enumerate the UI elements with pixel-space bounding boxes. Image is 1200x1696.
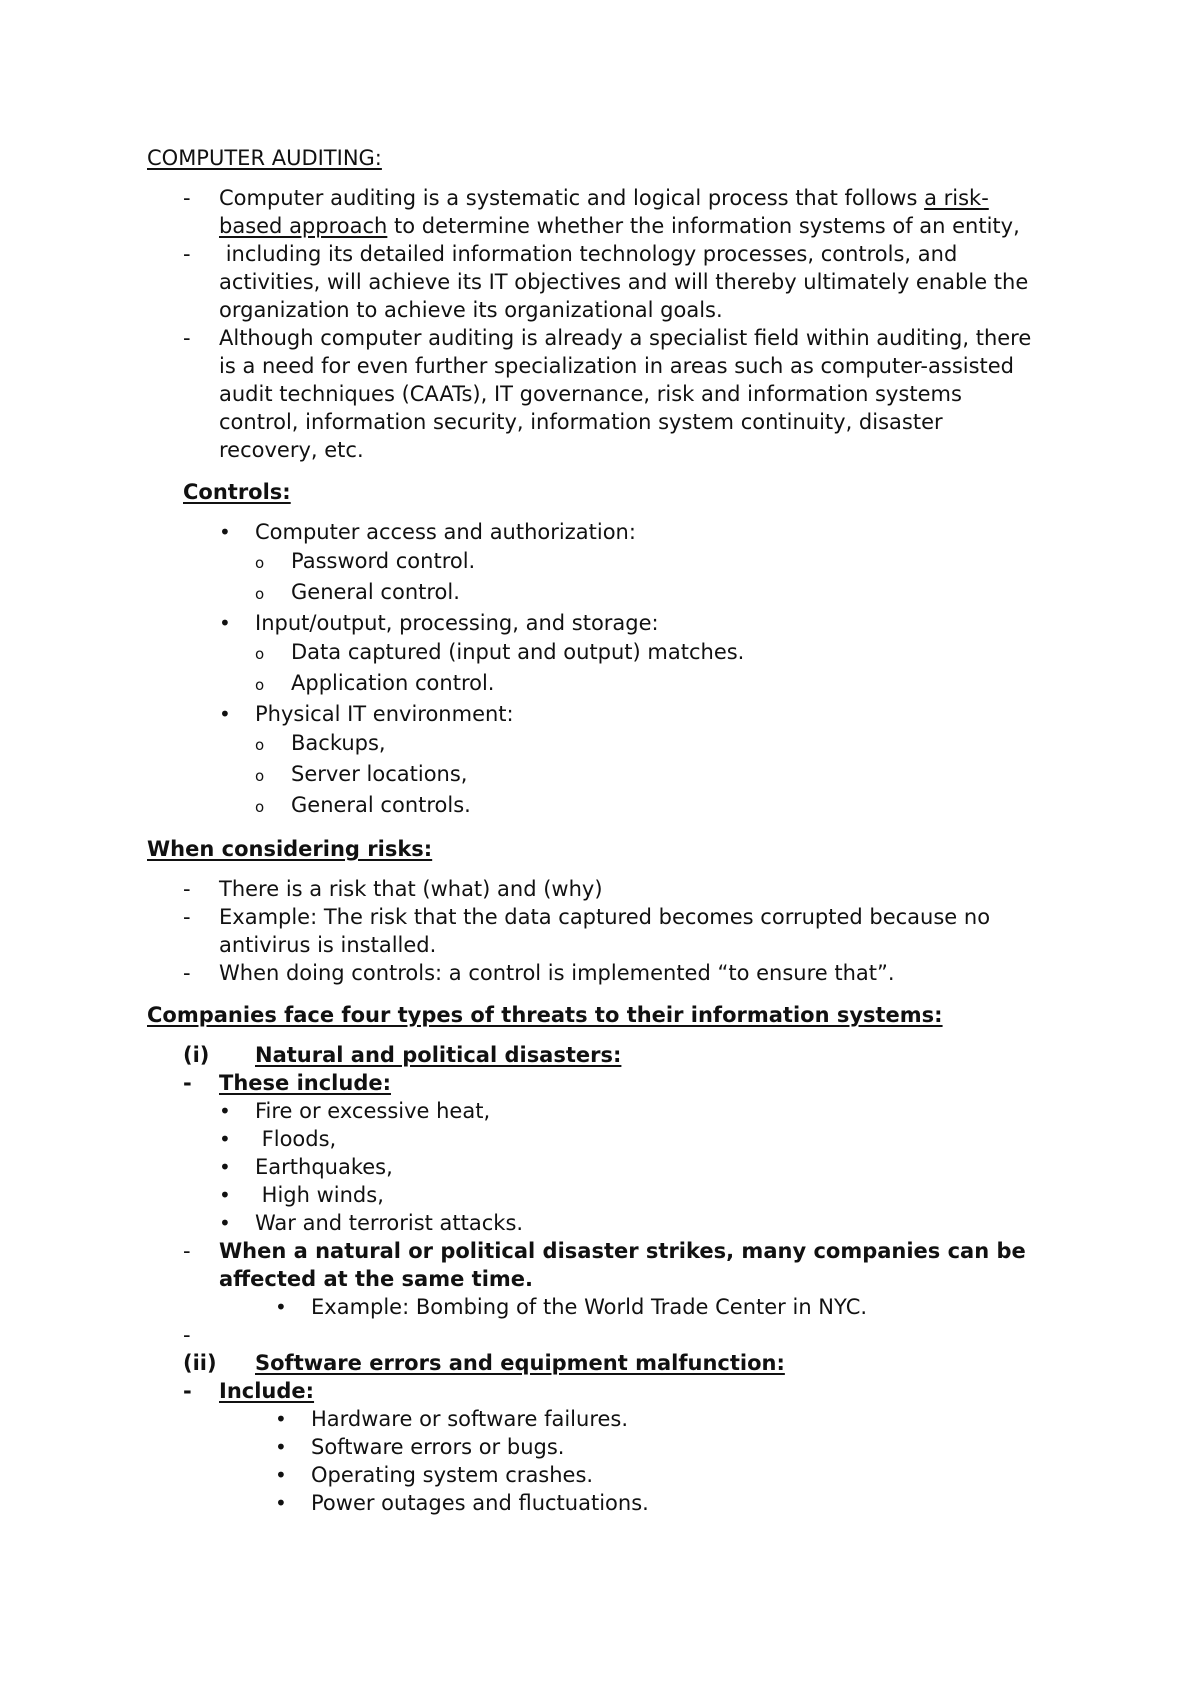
controls-group [147,518,1047,546]
bullet-marker: • [219,1099,231,1123]
threat-item: • High winds, [219,1183,384,1207]
dash-marker: - [183,1239,191,1263]
list-item [147,324,1047,464]
threat-heading [147,1041,1047,1069]
bullet-marker: • [275,1491,287,1515]
dash-marker: - [183,877,191,901]
controls-group-label: Physical IT environment: [255,702,514,726]
threat-example: • Example: Bombing of the World Trade Center in NYC. [275,1295,868,1319]
threat-item: • Operating system crashes. [275,1463,594,1487]
threat-number: (i) [183,1043,210,1067]
threat-item: • War and terrorist attacks. [219,1211,524,1235]
threat-title: Natural and political disasters: [255,1043,622,1067]
controls-item: o General controls. [147,791,1047,821]
bullet-marker: • [219,1211,231,1235]
threat-item: • Earthquakes, [219,1155,393,1179]
bullet-marker: • [219,702,231,726]
page-title: COMPUTER AUDITING: [147,146,382,170]
controls-item: o Backups, [147,729,1047,759]
bullet-marker: • [219,520,231,544]
dash-marker: - [183,326,191,350]
bullet-marker: • [219,1127,231,1151]
dash-marker: - [183,905,191,929]
bullet-marker: • [219,1183,231,1207]
controls-group [147,700,1047,728]
threat-item: • Floods, [219,1127,337,1151]
bullet-marker: • [219,1155,231,1179]
dash-marker: - [183,961,191,985]
list-item [147,240,1047,324]
empty-list-item [147,1321,1047,1349]
threats-heading: Companies face four types of threats to their information systems: [147,1003,943,1027]
list-item-text: Although computer auditing is already a specialist field within auditing, there is a need for even further specialization in areas such as computer-assisted audit techniques (CAATs), IT governance, risk and information systems control, information security, information system continuity, disaster recovery, etc. [219,326,1032,462]
sub-marker: o [255,676,265,694]
list-item: - Example: The risk that the data captured becomes corrupted because no antivirus is installed. [147,903,1047,959]
controls-item: o Data captured (input and output) matches. [147,638,1047,668]
sub-marker: o [255,554,265,572]
list-item [147,1237,1047,1293]
list-item: - When doing controls: a control is implemented “to ensure that”. [147,959,1047,987]
list-item [147,1069,1047,1097]
threat-number: (ii) [183,1351,217,1375]
controls-item: o Server locations, [147,760,1047,790]
threat-item: • Hardware or software failures. [275,1407,629,1431]
bullet-marker: • [275,1407,287,1431]
controls-item: o Password control. [147,547,1047,577]
controls-heading: Controls: [183,480,291,504]
bullet-marker: • [275,1295,287,1319]
threat-heading [147,1349,1047,1377]
include-label: Include: [219,1379,315,1403]
controls-group-label: Input/output, processing, and storage: [255,611,659,635]
bullet-marker: • [275,1463,287,1487]
list-item [147,184,1047,240]
risks-heading: When considering risks: [147,837,433,861]
threat-item: • Software errors or bugs. [275,1435,565,1459]
dash-marker: - [183,1071,192,1095]
controls-group [147,609,1047,637]
sub-marker: o [255,736,265,754]
include-label: These include: [219,1071,391,1095]
dash-marker: - [183,1379,192,1403]
sub-marker: o [255,767,265,785]
sub-marker: o [255,645,265,663]
controls-group-label: Computer access and authorization: [255,520,636,544]
controls-item: o General control. [147,578,1047,608]
dash-marker: - [183,242,191,266]
dash-marker: - [183,1323,191,1347]
threat-item: • Power outages and fluctuations. [275,1491,649,1515]
sub-marker: o [255,585,265,603]
list-item-text: including its detailed information technology processes, controls, and activities, will achieve its IT objectives and will thereby ultimately enable the organization to achieve its organizational goals. [219,242,1035,322]
threat-note: When a natural or political disaster strikes, many companies can be affected at the same time. [219,1239,1026,1291]
controls-item: o Application control. [147,669,1047,699]
dash-marker: - [183,186,191,210]
list-item: - There is a risk that (what) and (why) [147,875,1047,903]
bullet-marker: • [275,1435,287,1459]
threat-item: • Fire or excessive heat, [219,1099,491,1123]
risk-based-approach-text: a risk-based approach [219,186,989,238]
threat-title: Software errors and equipment malfunction: [255,1351,785,1375]
document-content [147,144,1047,1517]
bullet-marker: • [219,611,231,635]
list-item-text: Computer auditing is a systematic and logical process that follows a risk-based approach to determine whether the information systems of an entity, [219,186,1020,238]
list-item [147,1377,1047,1405]
sub-marker: o [255,798,265,816]
